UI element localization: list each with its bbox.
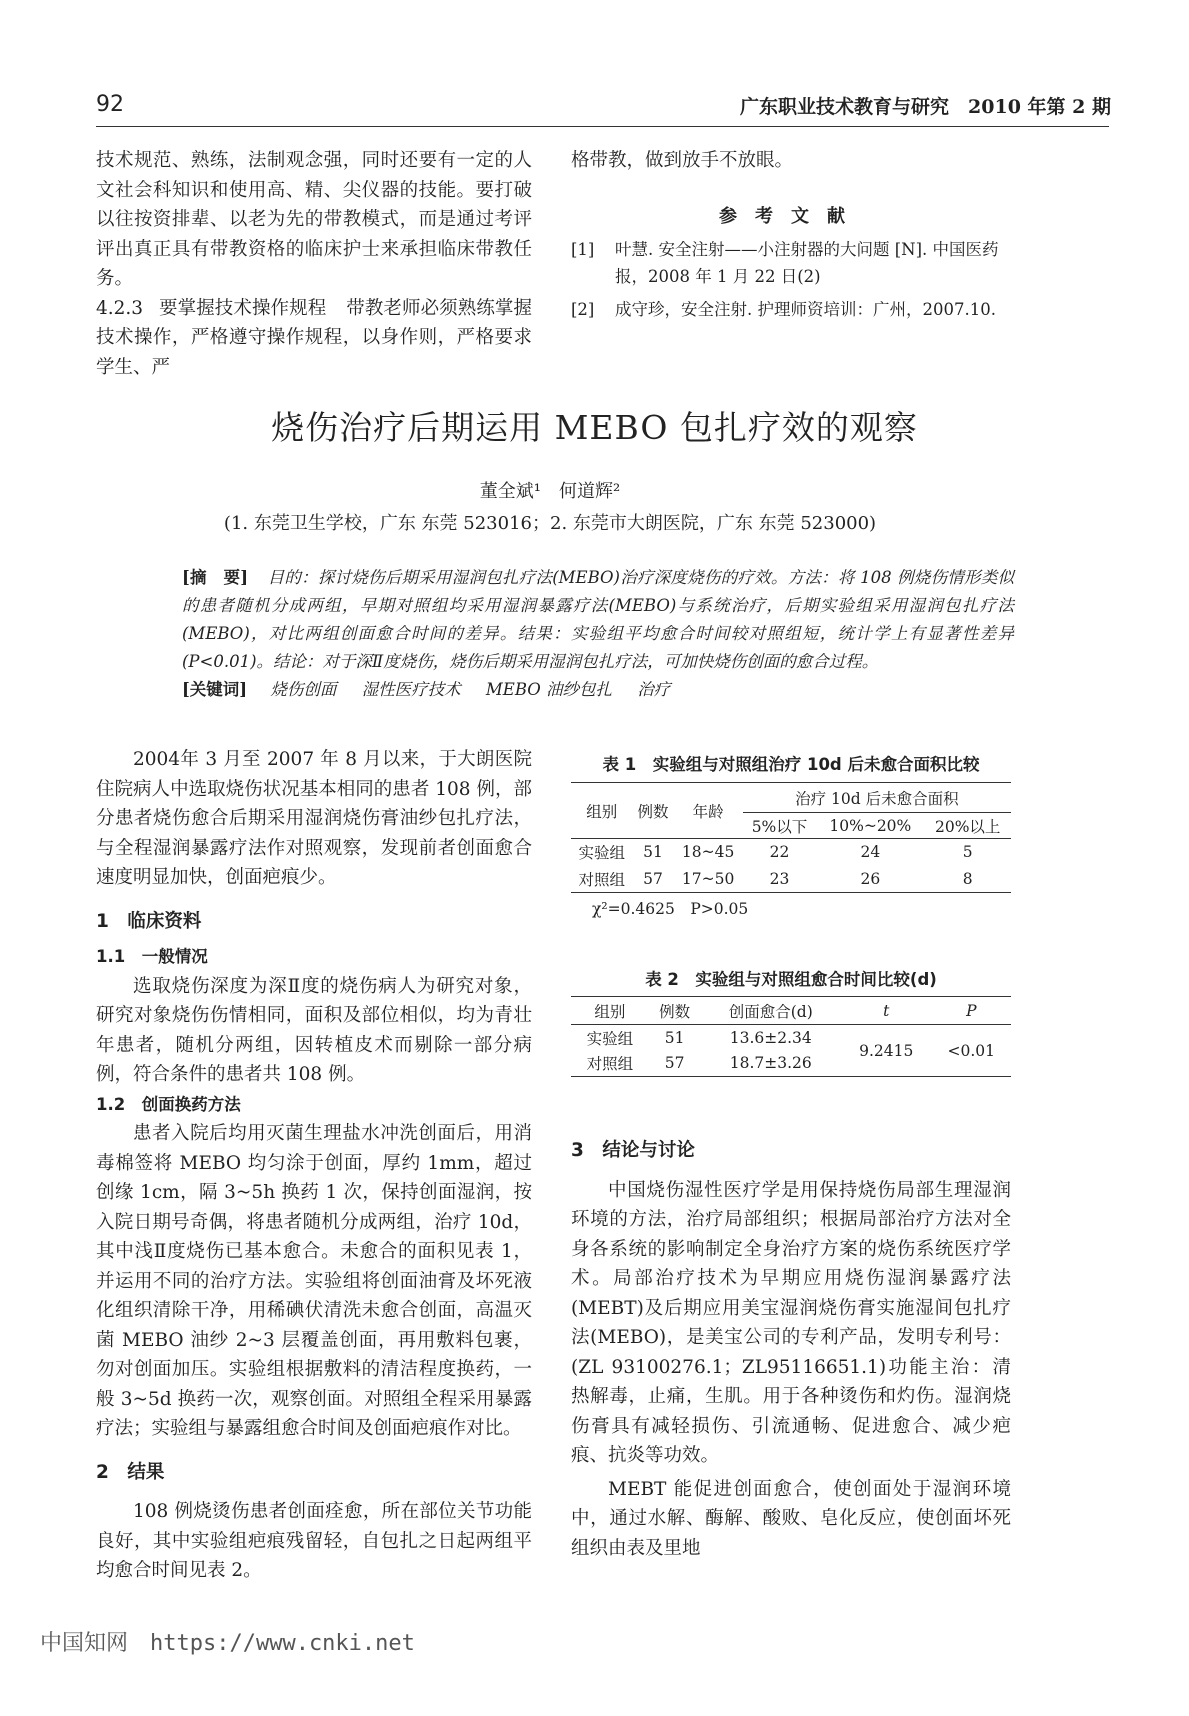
keywords	[182, 676, 1014, 700]
prev-section-423	[96, 294, 532, 383]
keyword: 烧伤创面	[270, 680, 337, 699]
table2-header-count: 例数	[649, 997, 701, 1025]
table1-header-c1: 5%以下	[743, 813, 816, 839]
table-cell: 57	[643, 869, 663, 888]
prev-left-column	[96, 146, 532, 382]
reference-item	[571, 296, 1011, 323]
section-heading-2: 2 结果	[96, 1461, 165, 1483]
article-authors: 董全斌¹ 何道辉²	[479, 481, 621, 502]
table1-caption: 表 1 实验组与对照组治疗 10d 后未愈合面积比较	[602, 755, 980, 774]
reference-number: [2]	[571, 299, 595, 319]
subsection-heading-1-2: 1.2 创面换药方法	[96, 1094, 241, 1114]
abstract-text: 目的：探讨烧伤后期采用湿润包扎疗法(MEBO)治疗深度烧伤的疗效。方法：将 108 例烧伤情形类似的患者随机分成两组，早期对照组均采用湿润暴露疗法(MEBO)与系统治疗，后期实验组采用湿润包扎疗法(MEBO)，对比两组创面愈合时间的差异。结果：实验组平均愈合时间较对照组短，统计学上有显著性差异(P<0.01)。结论：对于深Ⅱ度烧伤，烧伤后期采用湿润包扎疗法，可加快烧伤创面的愈合过程。	[182, 568, 1015, 671]
table-cell: 对照组	[578, 870, 625, 889]
table1-header-span: 治疗 10d 后未愈合面积	[743, 783, 1011, 813]
table1-header-count: 例数	[632, 783, 673, 839]
section-heading-1: 1 临床资料	[96, 910, 202, 932]
table-cell: 5	[962, 843, 973, 862]
table-row	[571, 866, 1011, 893]
table-cell: 9.2415	[859, 1041, 914, 1060]
table-row	[571, 1025, 1011, 1051]
intro-paragraph: 2004年 3 月至 2007 年 8 月以来，于大朗医院住院病人中选取烧伤状况基本相同的患者 108 例，部分患者烧伤愈合后期采用湿润烧伤膏油纱包扎疗法，与全程湿润暴露疗法作对照观察，发现前者创面愈合速度明显加快，创面疤痕少。	[96, 749, 532, 888]
abstract	[182, 564, 1014, 676]
table2-header-days: 创面愈合(d)	[701, 997, 841, 1025]
table1-header-c2: 10%~20%	[816, 813, 924, 839]
table2-header-group: 组别	[571, 997, 649, 1025]
table-row	[571, 839, 1011, 866]
prev-right-column	[571, 146, 1011, 323]
prev-right-paragraph: 格带教，做到放手不放眼。	[571, 150, 794, 171]
journal-header: 广东职业技术教育与研究 2010 年第 2 期	[740, 96, 1111, 118]
reference-text: 叶慧. 安全注射——小注射器的大问题 [N]. 中国医药报，2008 年 1 月 22 日(2)	[615, 239, 999, 286]
table-cell: 26	[860, 869, 881, 888]
section-heading-3: 3 结论与讨论	[571, 1140, 695, 1161]
body-right-column	[571, 1136, 1011, 1563]
header-rule	[96, 126, 1109, 127]
table2-header-t: t	[841, 997, 932, 1025]
abstract-label: [摘 要]	[182, 568, 249, 587]
table-cell: 18.7±3.26	[729, 1054, 812, 1073]
table1-note: χ²=0.4625 P>0.05	[592, 900, 749, 918]
section-text-3-p2: MEBT 能促进创面愈合，使创面处于湿润环境中，通过水解、酶解、酸败、皂化反应，使创面坏死组织由表及里地	[571, 1478, 1011, 1559]
section-number: 4.2.3	[96, 297, 144, 319]
keyword: 治疗	[637, 680, 671, 699]
table-cell: 实验组	[578, 844, 625, 863]
table-cell: 18~45	[681, 843, 735, 862]
table1-header-group: 组别	[571, 783, 632, 839]
table-cell: 23	[769, 869, 790, 888]
subsection-text-1-2: 患者入院后均用灭菌生理盐水冲洗创面后，用消毒棉签将 MEBO 均匀涂于创面，厚约 1mm，超过创缘 1cm，隔 3~5h 换药 1 次，保持创面湿润，按入院日期号奇偶，将患者随机分成两组，治疗 10d，其中浅Ⅱ度烧伤已基本愈合。未愈合的面积见表 1，并运用不同的治疗方法。实验组将创面油膏及坏死液化组织清除干净，用稀碘伏清洗未愈合创面，高温灭菌 MEBO 油纱 2~3 层覆盖创面，再用敷料包裹，勿对创面加压。实验组根据敷料的清洁程度换药，一般 3~5d 换药一次，观察创面。对照组全程采用暴露疗法；实验组与暴露组愈合时间及创面疤痕作对比。	[96, 1123, 532, 1439]
table1-header-age: 年龄	[673, 783, 742, 839]
section-heading: 要掌握技术操作规程	[159, 297, 327, 319]
table-cell: <0.01	[947, 1041, 996, 1060]
table-cell: 实验组	[586, 1029, 634, 1048]
table-cell: 24	[860, 843, 881, 862]
cnki-watermark: 中国知网 https://www.cnki.net	[40, 1631, 415, 1656]
reference-text: 成守珍，安全注射. 护理师资培训：广州，2007.10.	[615, 299, 996, 319]
reference-item	[571, 236, 1011, 290]
reference-number: [1]	[571, 239, 595, 259]
subsection-heading-1-1: 1.1 一般情况	[96, 947, 208, 966]
section-text-2: 108 例烧烫伤患者创面痊愈，所在部位关节功能良好，其中实验组疤痕残留轻，自包扎之日起两组平均愈合时间见表 2。	[96, 1501, 532, 1581]
page-number: 92	[96, 92, 124, 117]
keyword: 湿性医疗技术	[361, 680, 461, 699]
table2-header-p: P	[932, 997, 1011, 1025]
body-left-column	[96, 745, 532, 1586]
keyword: MEBO 油纱包扎	[485, 680, 613, 699]
table2	[571, 996, 1011, 1077]
article-affiliations: (1. 东莞卫生学校，广东 东莞 523016；2. 东莞市大朗医院，广东 东莞 523000)	[223, 513, 877, 534]
subsection-text-1-1: 选取烧伤深度为深Ⅱ度的烧伤病人为研究对象，研究对象烧伤伤情相同，面积及部位相似，均为青壮年患者，随机分两组，因转植皮术而剔除一部分病例，符合条件的患者共 108 例。	[96, 975, 532, 1085]
table-cell: 51	[643, 843, 663, 862]
section-text-3-p1: 中国烧伤湿性医疗学是用保持烧伤局部生理湿润环境的方法，治疗局部组织；根据局部治疗方法对全身各系统的影响制定全身治疗方案的烧伤系统医疗学术。局部治疗技术为早期应用烧伤湿润暴露疗法(MEBT)及后期应用美宝湿润烧伤膏实施湿间包扎疗法(MEBO)，是美宝公司的专利产品，发明专利号：(ZL 93100276.1；ZL95116651.1)功能主治：清热解毒，止痛，生肌。用于各种烫伤和灼伤。湿润烧伤膏具有减轻损伤、引流通畅、促进愈合、减少疤痕、抗炎等功效。	[571, 1179, 1011, 1466]
table1-header-c3: 20%以上	[924, 813, 1011, 839]
table-cell: 13.6±2.34	[729, 1028, 812, 1047]
keywords-label: [关键词]	[182, 680, 248, 699]
table-cell: 对照组	[586, 1055, 634, 1074]
table-cell: 8	[962, 869, 973, 888]
table-cell: 51	[664, 1028, 685, 1047]
references-title: 参考文献	[719, 205, 863, 227]
table1	[571, 782, 1011, 893]
table-cell: 17~50	[681, 869, 735, 888]
article-title: 烧伤治疗后期运用 MEBO 包扎疗效的观察	[271, 408, 918, 447]
table-cell: 57	[664, 1054, 685, 1073]
table-cell: 22	[769, 843, 790, 862]
table2-caption: 表 2 实验组与对照组愈合时间比较(d)	[645, 970, 937, 989]
section-body: 带教老师必须熟练掌握技术操作，严格遵守操作规程，以身作则，严格要求学生、严	[96, 297, 532, 378]
prev-paragraph: 技术规范、熟练，法制观念强，同时还要有一定的人文社会科知识和使用高、精、尖仪器的技能。要打破以往按资排辈、以老为先的带教模式，而是通过考评评出真正具有带教资格的临床护士来承担临床带教任务。	[96, 150, 532, 289]
